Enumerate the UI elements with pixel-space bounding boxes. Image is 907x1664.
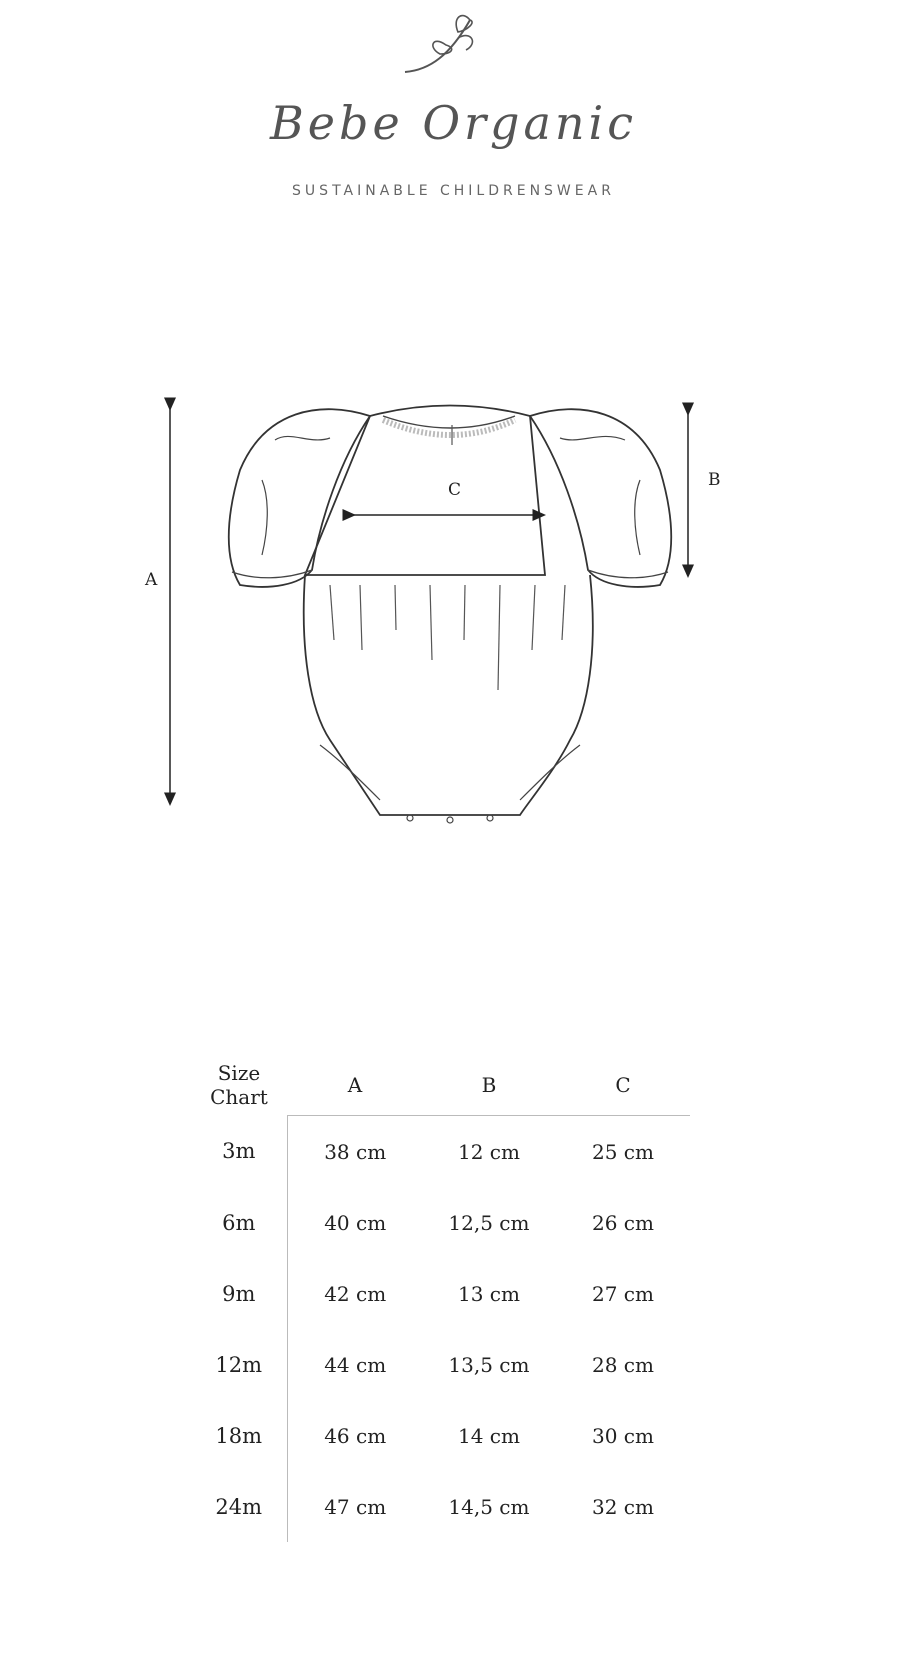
value-cell-c: 26 cm xyxy=(591,1210,654,1235)
size-cell: 3m xyxy=(190,1116,288,1188)
value-cell-b: 12,5 cm xyxy=(448,1210,530,1235)
size-chart-title xyxy=(190,1055,288,1116)
label-a: A xyxy=(145,570,158,590)
size-chart-table xyxy=(190,1055,690,1542)
value-cell-a: 47 cm xyxy=(324,1494,387,1519)
column-header-a: A xyxy=(288,1055,422,1116)
size-cell: 12m xyxy=(190,1329,288,1400)
value-cell-b: 14 cm xyxy=(457,1423,520,1448)
label-c: C xyxy=(448,480,462,500)
value-cell-a: 40 cm xyxy=(324,1210,387,1235)
table-row xyxy=(190,1329,690,1400)
size-cell: 24m xyxy=(190,1471,288,1542)
value-cell-b: 12 cm xyxy=(457,1139,520,1164)
brand-tagline: SUSTAINABLE CHILDRENSWEAR xyxy=(292,183,615,199)
table-row xyxy=(190,1400,690,1471)
value-cell-c: 27 cm xyxy=(591,1281,654,1306)
value-cell-a: 46 cm xyxy=(324,1423,387,1448)
value-cell-a: 42 cm xyxy=(324,1281,387,1306)
value-cell-c: 32 cm xyxy=(591,1494,654,1519)
size-cell: 6m xyxy=(190,1187,288,1258)
size-chart xyxy=(190,1055,690,1542)
size-cell: 18m xyxy=(190,1400,288,1471)
value-cell-a: 38 cm xyxy=(324,1139,387,1164)
label-b: B xyxy=(708,470,721,490)
value-cell-c: 28 cm xyxy=(591,1352,654,1377)
table-row xyxy=(190,1258,690,1329)
size-chart-header-row xyxy=(190,1055,690,1116)
size-chart-title-line2: Chart xyxy=(210,1085,268,1110)
column-header-c: C xyxy=(556,1055,690,1116)
value-cell-c: 30 cm xyxy=(591,1423,654,1448)
value-cell-b: 13,5 cm xyxy=(448,1352,530,1377)
size-chart-title-line1: Size xyxy=(217,1061,261,1086)
romper-diagram xyxy=(0,380,907,860)
column-header-b: B xyxy=(422,1055,556,1116)
table-row xyxy=(190,1187,690,1258)
brand-name: Bebe Organic xyxy=(270,96,637,150)
value-cell-b: 14,5 cm xyxy=(448,1494,530,1519)
romper-illustration xyxy=(0,380,907,860)
value-cell-c: 25 cm xyxy=(591,1139,654,1164)
leaf-branch-icon xyxy=(0,0,907,90)
table-row xyxy=(190,1471,690,1542)
size-cell: 9m xyxy=(190,1258,288,1329)
value-cell-a: 44 cm xyxy=(324,1352,387,1377)
brand-logo xyxy=(0,0,907,220)
value-cell-b: 13 cm xyxy=(457,1281,520,1306)
table-row xyxy=(190,1116,690,1188)
